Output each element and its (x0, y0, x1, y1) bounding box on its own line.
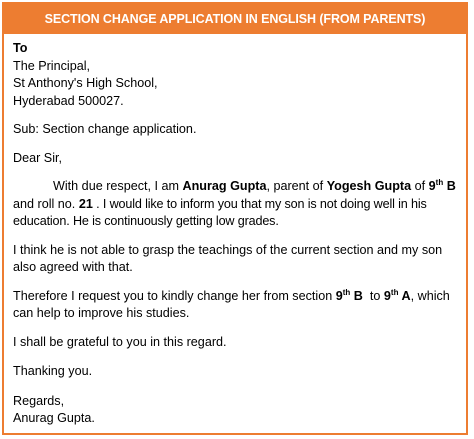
student-name: Yogesh Gupta (326, 179, 412, 193)
letter-to-line (13, 40, 457, 58)
to-label: To (13, 41, 28, 55)
letter-frame (2, 2, 468, 435)
letter-content (4, 34, 466, 428)
body-paragraph-3: Therefore I request you to kindly change her from section 9th B to 9th A, which can help to improve his studies. (13, 287, 450, 320)
from-section: 9th B (335, 287, 363, 303)
body-paragraph-2: I think he is not able to grasp the teachings of the current section and my son also agreed with that. (13, 242, 443, 274)
recipient-line-2: St Anthony's High School, (13, 76, 158, 90)
recipient-line-1: The Principal, (13, 58, 90, 73)
body-paragraph-4: I shall be grateful to you in this regard. (13, 334, 227, 349)
letter-title-banner: SECTION CHANGE APPLICATION IN ENGLISH (FROM PARENTS) (4, 4, 466, 34)
recipient-line-3: Hyderabad 500027. (13, 93, 124, 108)
thanks-line: Thanking you. (13, 364, 93, 378)
closing-line: Regards, (13, 393, 65, 408)
subject-line: Sub: Section change application. (13, 122, 197, 136)
student-class: 9th B (428, 178, 456, 193)
parent-name: Anurag Gupta (182, 179, 267, 193)
salutation: Dear Sir, (13, 150, 62, 165)
signature-line: Anurag Gupta. (13, 411, 95, 425)
body-paragraph-1: With due respect, I am Anurag Gupta, parent of Yogesh Gupta of 9th B and roll no. 21 . I would like to inform you that my son is not doing well in his education. He is continuously getting low grades. (13, 178, 456, 228)
to-section: 9th A (383, 287, 411, 303)
roll-number: 21 (78, 196, 93, 211)
